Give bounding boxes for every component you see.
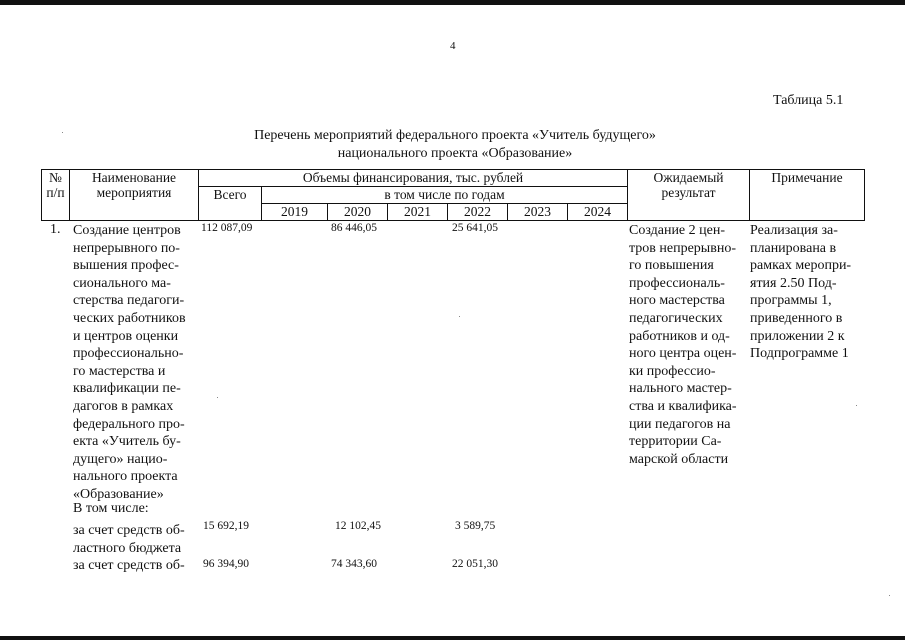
including-label: В том числе:: [73, 501, 149, 516]
header-year: 2023: [508, 204, 568, 221]
header-funding: Объемы финансирования, тыс. рублей: [199, 170, 628, 187]
header-name: Наименование мероприятия: [70, 170, 199, 221]
row1-2020: 86 446,05: [331, 222, 377, 234]
header-total: Всего: [199, 187, 262, 221]
scan-speck: [856, 405, 857, 406]
row1-2022: 25 641,05: [452, 222, 498, 234]
header-year: 2021: [388, 204, 448, 221]
activity-name: Создание центров непрерывного по- вышения профес- сионального ма- стерства педагоги- ческих работников и центров оценки профессионально- го мастерства и квалификации пе- дагогов в рамках федерального про- екта «Учитель бу- дущего» нацио- нального проекта «Образование»: [73, 223, 186, 502]
row2-total: 15 692,19: [203, 520, 249, 532]
header-note: Примечание: [750, 170, 865, 221]
table-header: [41, 169, 865, 221]
header-year: 2022: [448, 204, 508, 221]
header-year: 2020: [328, 204, 388, 221]
scan-speck: [459, 316, 460, 317]
expected-result: Создание 2 цен- тров непрерывно- го повышения профессиональ- ного мастерства педагогических работников и од- ного центра оцен- ки профессио- нального мастер- ства и квалифика- ции педагогов на территории Са- марской области: [629, 223, 737, 467]
note: Реализация за- планирована в рамках меропри- ятия 2.50 Под- программы 1, приведенного в приложении 2 к Подпрограмме 1: [750, 223, 852, 362]
row2-2022: 3 589,75: [455, 520, 496, 532]
row3-total: 96 394,90: [203, 558, 249, 570]
row-number: 1.: [50, 222, 61, 237]
header-no: № п/п: [42, 170, 70, 221]
row3-2020: 74 343,60: [331, 558, 377, 570]
document-title-line-1: Перечень мероприятий федерального проекта «Учитель будущего»: [254, 128, 656, 143]
table-label: Таблица 5.1: [773, 93, 844, 108]
scan-bottom-border: [0, 636, 905, 640]
header-by-years: в том числе по годам: [262, 187, 628, 204]
header-year: 2019: [262, 204, 328, 221]
scan-speck: [889, 595, 890, 596]
header-result: Ожидаемый результат: [628, 170, 750, 221]
scan-speck: [217, 397, 218, 398]
scan-top-border: [0, 0, 905, 5]
row2-name: за счет средств об- ластного бюджета: [73, 523, 185, 556]
header-year: 2024: [568, 204, 628, 221]
row1-total: 112 087,09: [201, 222, 253, 234]
row3-2022: 22 051,30: [452, 558, 498, 570]
scan-speck: [62, 132, 63, 133]
row2-2020: 12 102,45: [335, 520, 381, 532]
row3-name: за счет средств об-: [73, 558, 185, 573]
page-number: 4: [450, 40, 456, 52]
document-title-line-2: национального проекта «Образование»: [337, 146, 573, 161]
